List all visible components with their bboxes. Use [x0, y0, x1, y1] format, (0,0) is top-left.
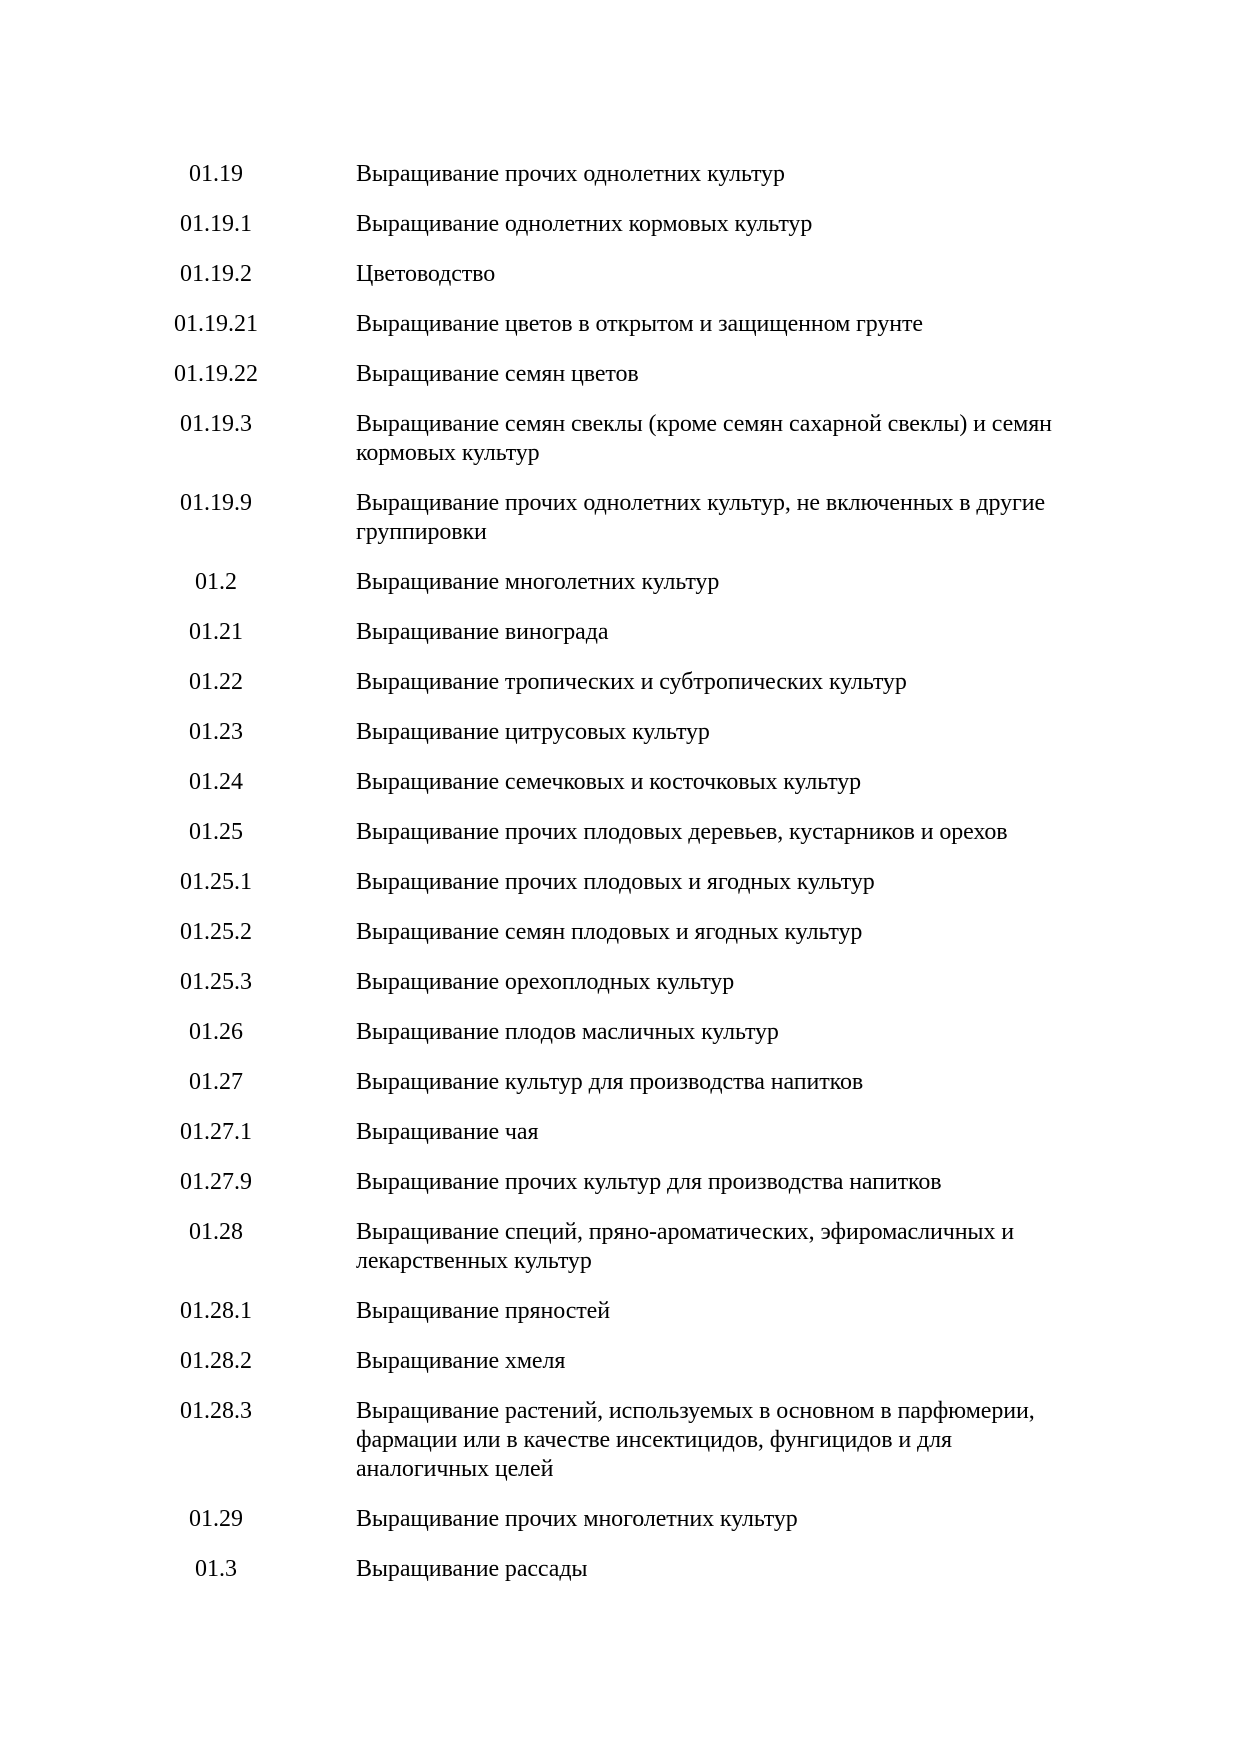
entry-code: 01.19.21	[174, 311, 258, 337]
list-item	[0, 1505, 1240, 1534]
entry-code: 01.3	[195, 1556, 237, 1582]
entry-code: 01.27.9	[180, 1169, 252, 1195]
entry-description: Выращивание растений, используемых в основном в парфюмерии, фармации или в качестве инсектицидов, фунгицидов и для аналогичных целей	[356, 1398, 1035, 1482]
list-item	[0, 718, 1240, 747]
list-item	[0, 868, 1240, 897]
entry-code: 01.28.2	[180, 1348, 252, 1374]
entry-description: Выращивание прочих однолетних культур	[356, 161, 785, 187]
entry-code: 01.19.1	[180, 211, 252, 237]
entry-code: 01.24	[189, 769, 243, 795]
list-item	[0, 568, 1240, 597]
entry-description: Выращивание прочих многолетних культур	[356, 1506, 798, 1532]
entry-description: Выращивание прочих культур для производства напитков	[356, 1169, 942, 1195]
entry-code: 01.28	[189, 1219, 243, 1245]
classification-list	[0, 160, 1240, 1605]
list-item	[0, 1218, 1240, 1276]
entry-description: Выращивание цитрусовых культур	[356, 719, 710, 745]
list-item	[0, 360, 1240, 389]
entry-description: Выращивание орехоплодных культур	[356, 969, 735, 995]
entry-description: Выращивание культур для производства напитков	[356, 1069, 864, 1095]
list-item	[0, 1118, 1240, 1147]
entry-description: Выращивание хмеля	[356, 1348, 566, 1374]
entry-description: Цветоводство	[356, 261, 496, 287]
entry-description: Выращивание прочих плодовых деревьев, кустарников и орехов	[356, 819, 1008, 845]
entry-description: Выращивание прочих однолетних культур, не включенных в другие группировки	[356, 490, 1046, 545]
entry-code: 01.19.3	[180, 411, 252, 437]
list-item	[0, 1555, 1240, 1584]
entry-code: 01.28.3	[180, 1398, 252, 1424]
entry-code: 01.19.9	[180, 490, 252, 516]
entry-description: Выращивание плодов масличных культур	[356, 1019, 779, 1045]
entry-description: Выращивание семечковых и косточковых культур	[356, 769, 862, 795]
entry-description: Выращивание пряностей	[356, 1298, 610, 1324]
entry-code: 01.19	[189, 161, 243, 187]
entry-code: 01.22	[189, 669, 243, 695]
list-item	[0, 410, 1240, 468]
entry-code: 01.25	[189, 819, 243, 845]
entry-description: Выращивание семян плодовых и ягодных культур	[356, 919, 863, 945]
list-item	[0, 160, 1240, 189]
list-item	[0, 1347, 1240, 1376]
entry-description: Выращивание семян свеклы (кроме семян сахарной свеклы) и семян кормовых культур	[356, 411, 1052, 466]
entry-code: 01.2	[195, 569, 237, 595]
entry-description: Выращивание рассады	[356, 1556, 588, 1582]
entry-description: Выращивание тропических и субтропических культур	[356, 669, 907, 695]
entry-description: Выращивание цветов в открытом и защищенном грунте	[356, 311, 923, 337]
entry-description: Выращивание винограда	[356, 619, 609, 645]
entry-code: 01.28.1	[180, 1298, 252, 1324]
list-item	[0, 618, 1240, 647]
entry-code: 01.25.1	[180, 869, 252, 895]
entry-description: Выращивание специй, пряно-ароматических, эфиромасличных и лекарственных культур	[356, 1219, 1015, 1274]
list-item	[0, 818, 1240, 847]
entry-code: 01.19.2	[180, 261, 252, 287]
list-item	[0, 1018, 1240, 1047]
list-item	[0, 489, 1240, 547]
list-item	[0, 968, 1240, 997]
entry-code: 01.29	[189, 1506, 243, 1532]
list-item	[0, 1168, 1240, 1197]
list-item	[0, 1297, 1240, 1326]
entry-code: 01.27	[189, 1069, 243, 1095]
entry-description: Выращивание многолетних культур	[356, 569, 720, 595]
entry-code: 01.25.2	[180, 919, 252, 945]
entry-code: 01.19.22	[174, 361, 258, 387]
list-item	[0, 668, 1240, 697]
list-item	[0, 310, 1240, 339]
list-item	[0, 918, 1240, 947]
entry-code: 01.26	[189, 1019, 243, 1045]
entry-description: Выращивание прочих плодовых и ягодных культур	[356, 869, 875, 895]
list-item	[0, 1397, 1240, 1484]
entry-description: Выращивание семян цветов	[356, 361, 639, 387]
list-item	[0, 1068, 1240, 1097]
entry-code: 01.21	[189, 619, 243, 645]
entry-code: 01.25.3	[180, 969, 252, 995]
list-item	[0, 210, 1240, 239]
list-item	[0, 260, 1240, 289]
list-item	[0, 768, 1240, 797]
entry-description: Выращивание однолетних кормовых культур	[356, 211, 813, 237]
entry-code: 01.23	[189, 719, 243, 745]
entry-code: 01.27.1	[180, 1119, 252, 1145]
entry-description: Выращивание чая	[356, 1119, 539, 1145]
